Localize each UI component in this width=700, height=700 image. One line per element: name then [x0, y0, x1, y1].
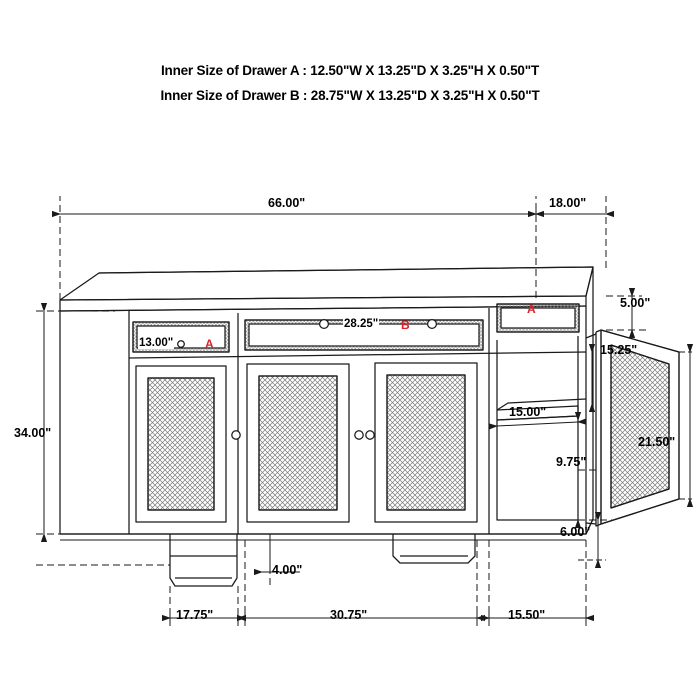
dim-center-doors-width: 30.75" [330, 608, 368, 622]
drawer-a-inner-size-note: Inner Size of Drawer A : 12.50"W X 13.25"D X 3.25"H X 0.50"T [160, 63, 539, 78]
dim-drawer-a-width: 13.00" [139, 337, 174, 349]
dim-drawer-b-width: 28.25" [344, 318, 379, 330]
drawer-label-b: B [401, 318, 410, 332]
dim-lower-opening-height: 9.75" [556, 455, 587, 469]
dim-left-door-width: 17.75" [176, 608, 214, 622]
dim-right-section-width: 18.00" [549, 196, 587, 210]
dim-total-height: 34.00" [14, 426, 52, 440]
dim-toe-kick: 4.00" [272, 563, 303, 577]
dim-right-door-height: 21.50" [638, 435, 676, 449]
dim-upper-opening-height: 15.25" [600, 343, 638, 357]
dim-right-door-width: 15.50" [508, 608, 546, 622]
drawer-label-a-right: A [527, 302, 536, 316]
dim-shelf-width: 15.00" [509, 405, 547, 419]
drawer-b-inner-size-note: Inner Size of Drawer B : 28.75"W X 13.25"D X 3.25"H X 0.50"T [160, 88, 540, 103]
drawer-label-a-left: A [205, 337, 214, 351]
dim-drawer-height: 5.00" [620, 296, 651, 310]
dim-base-clearance: 6.00" [560, 525, 591, 539]
dim-total-width: 66.00" [268, 196, 306, 210]
